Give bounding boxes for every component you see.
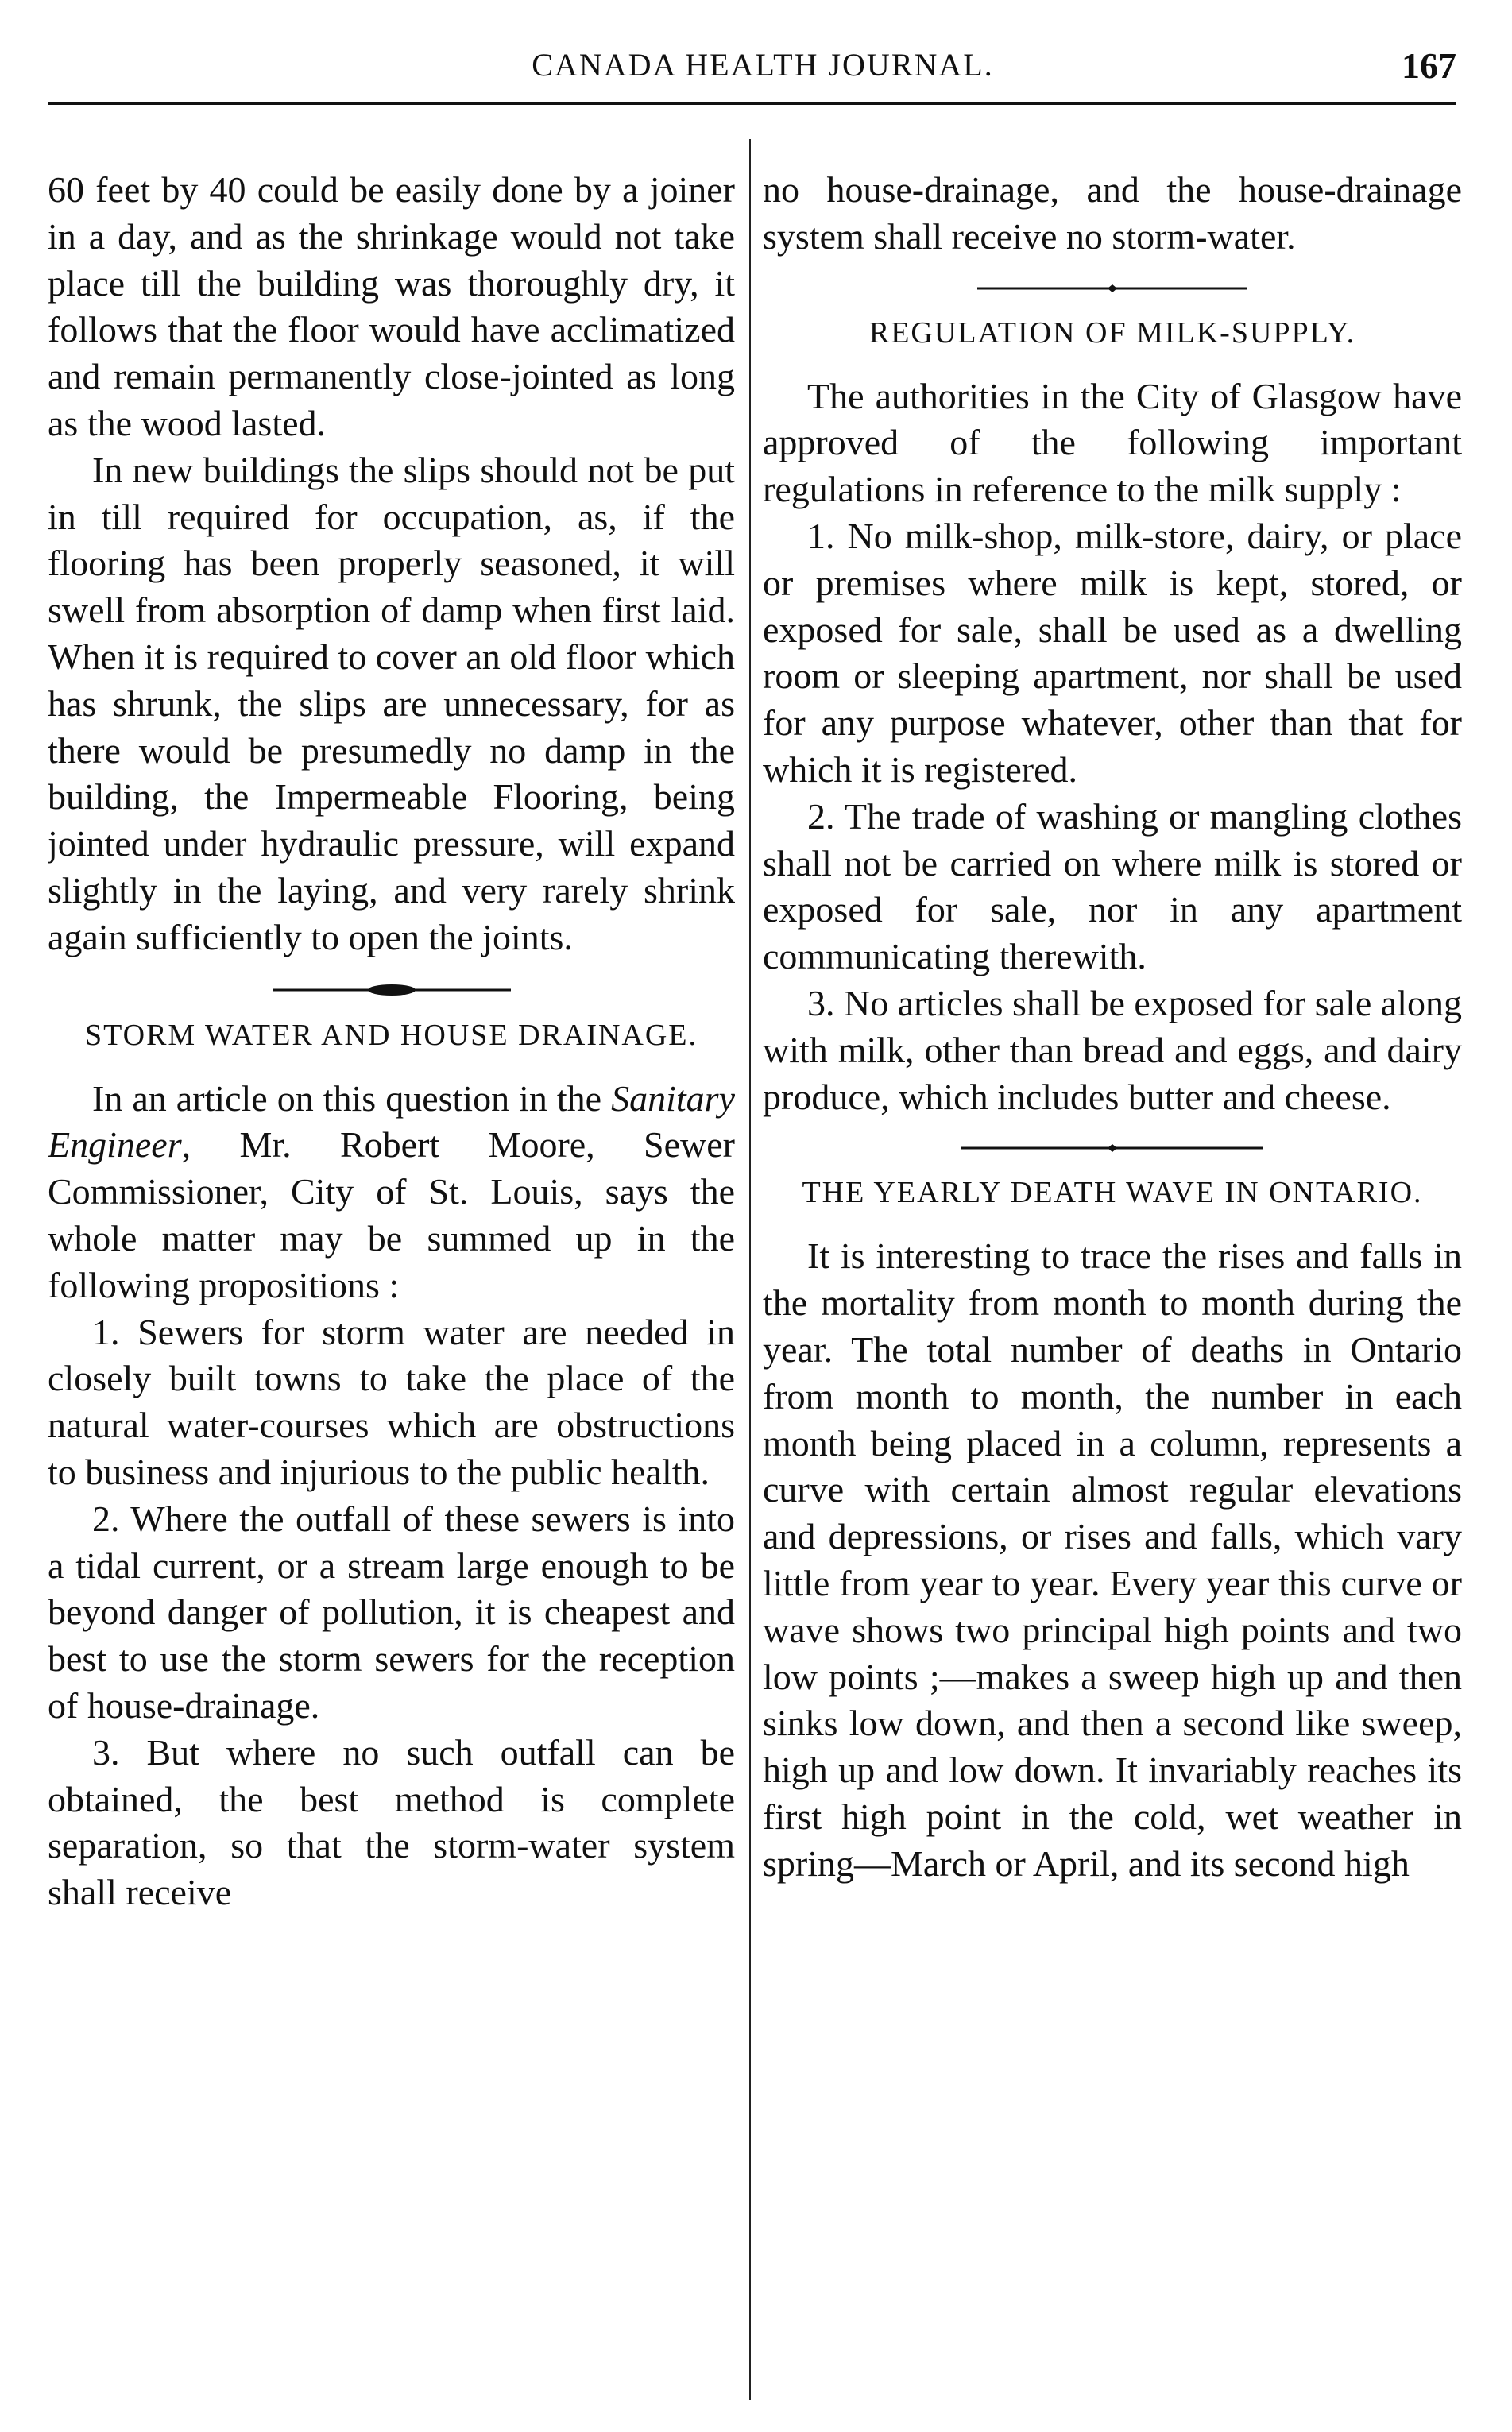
right-column [763, 167, 1462, 2400]
header-rule [48, 102, 1456, 105]
paragraph-continued: 60 feet by 40 could be easily done by a joiner in a day, and as the shrinkage would not take place till the building was thoroughly dry, it follows that the floor would have acclimatized and remain permanently close-jointed as long as the wood lasted. [48, 169, 735, 443]
section-title-milk-supply: REGULATION OF MILK-SUPPLY. [868, 315, 1356, 350]
paragraph-glasgow: The authorities in the City of Glasgow have approved of the following important regulations in reference to the milk supply : [763, 375, 1462, 510]
proposition-1: 1. Sewers for storm water are needed in closely built towns to take the place of the natural water-courses which are obstructions to business and injurious to the public health. [48, 1311, 735, 1492]
paragraph-death-wave: It is interesting to trace the rises and falls in the mortality from month to month during the year. The total number of deaths in Ontario from month to month, the number in each month being placed in a column, represents a curve with certain almost regular elevations and depressions, or rises and falls, which vary little from year to year. Every year this curve or wave shows two principal high points and two low points ;—makes a sweep high up and then sinks low down, and then a second like sweep, high up and low down. It invariably reaches its first high point in the cold, wet weather in spring—March or April, and its second high [763, 1235, 1462, 1884]
section-title-death-wave: THE YEARLY DEATH WAVE IN ONTARIO. [802, 1176, 1423, 1210]
paragraph-article-intro: In an article on this question in the Sanitary Engineer, Mr. Robert Moore, Sewer Commissioner, City of St. Louis, says the whole matter may be summed up in the following propositions : [48, 1077, 735, 1305]
page-header [0, 0, 1512, 119]
dash-ornament-icon [961, 1143, 1263, 1154]
regulation-2: 2. The trade of washing or mangling clothes shall not be carried on where milk is stored or exposed for sale, nor in any apartment communicating therewith. [763, 795, 1462, 977]
regulation-1: 1. No milk-shop, milk-store, dairy, or place or premises where milk is kept, stored, or exposed for sale, shall be used as a dwelling room or sleeping apartment, nor shall be used for any purpose whatever, other than that for which it is registered. [763, 515, 1462, 790]
publication-title: Sanitary Engineer [48, 1077, 735, 1166]
section-title-storm-water: STORM WATER AND HOUSE DRAINAGE. [84, 1018, 698, 1052]
regulation-3: 3. No articles shall be exposed for sale along with milk, other than bread and eggs, and dairy produce, which includes butter and cheese. [763, 982, 1462, 1117]
column-divider [749, 139, 751, 2400]
section-ornament [48, 984, 735, 996]
proposition-2: 2. Where the outfall of these sewers is into a tidal current, or a stream large enough to be beyond danger of pollution, it is cheapest and best to use the storm sewers for the reception of house-drainage. [48, 1498, 735, 1726]
page-number: 167 [1402, 45, 1456, 86]
running-title: CANADA HEALTH JOURNAL. [532, 47, 994, 83]
proposition-3: 3. But where no such outfall can be obtained, the best method is complete separation, so that the storm-water system shall receive [48, 1731, 735, 1913]
section-ornament [763, 283, 1462, 294]
left-column [48, 167, 735, 2400]
paragraph-continued-right: no house-drainage, and the house-drainage system shall receive no storm-water. [763, 169, 1462, 257]
dash-ornament-icon [273, 984, 511, 996]
dash-ornament-icon [977, 283, 1247, 294]
section-ornament [763, 1143, 1462, 1154]
paragraph-new-buildings: In new buildings the slips should not be put in till required for occupation, as, if the flooring has been properly seasoned, it will swell from absorption of damp when first laid. When it is required to cover an old floor which has shrunk, the slips are unnecessary, for as there would be presumedly no damp in the building, the Impermeable Flooring, being jointed under hydraulic pressure, will expand slightly in the laying, and very rarely shrink again sufficiently to open the joints. [48, 449, 735, 957]
